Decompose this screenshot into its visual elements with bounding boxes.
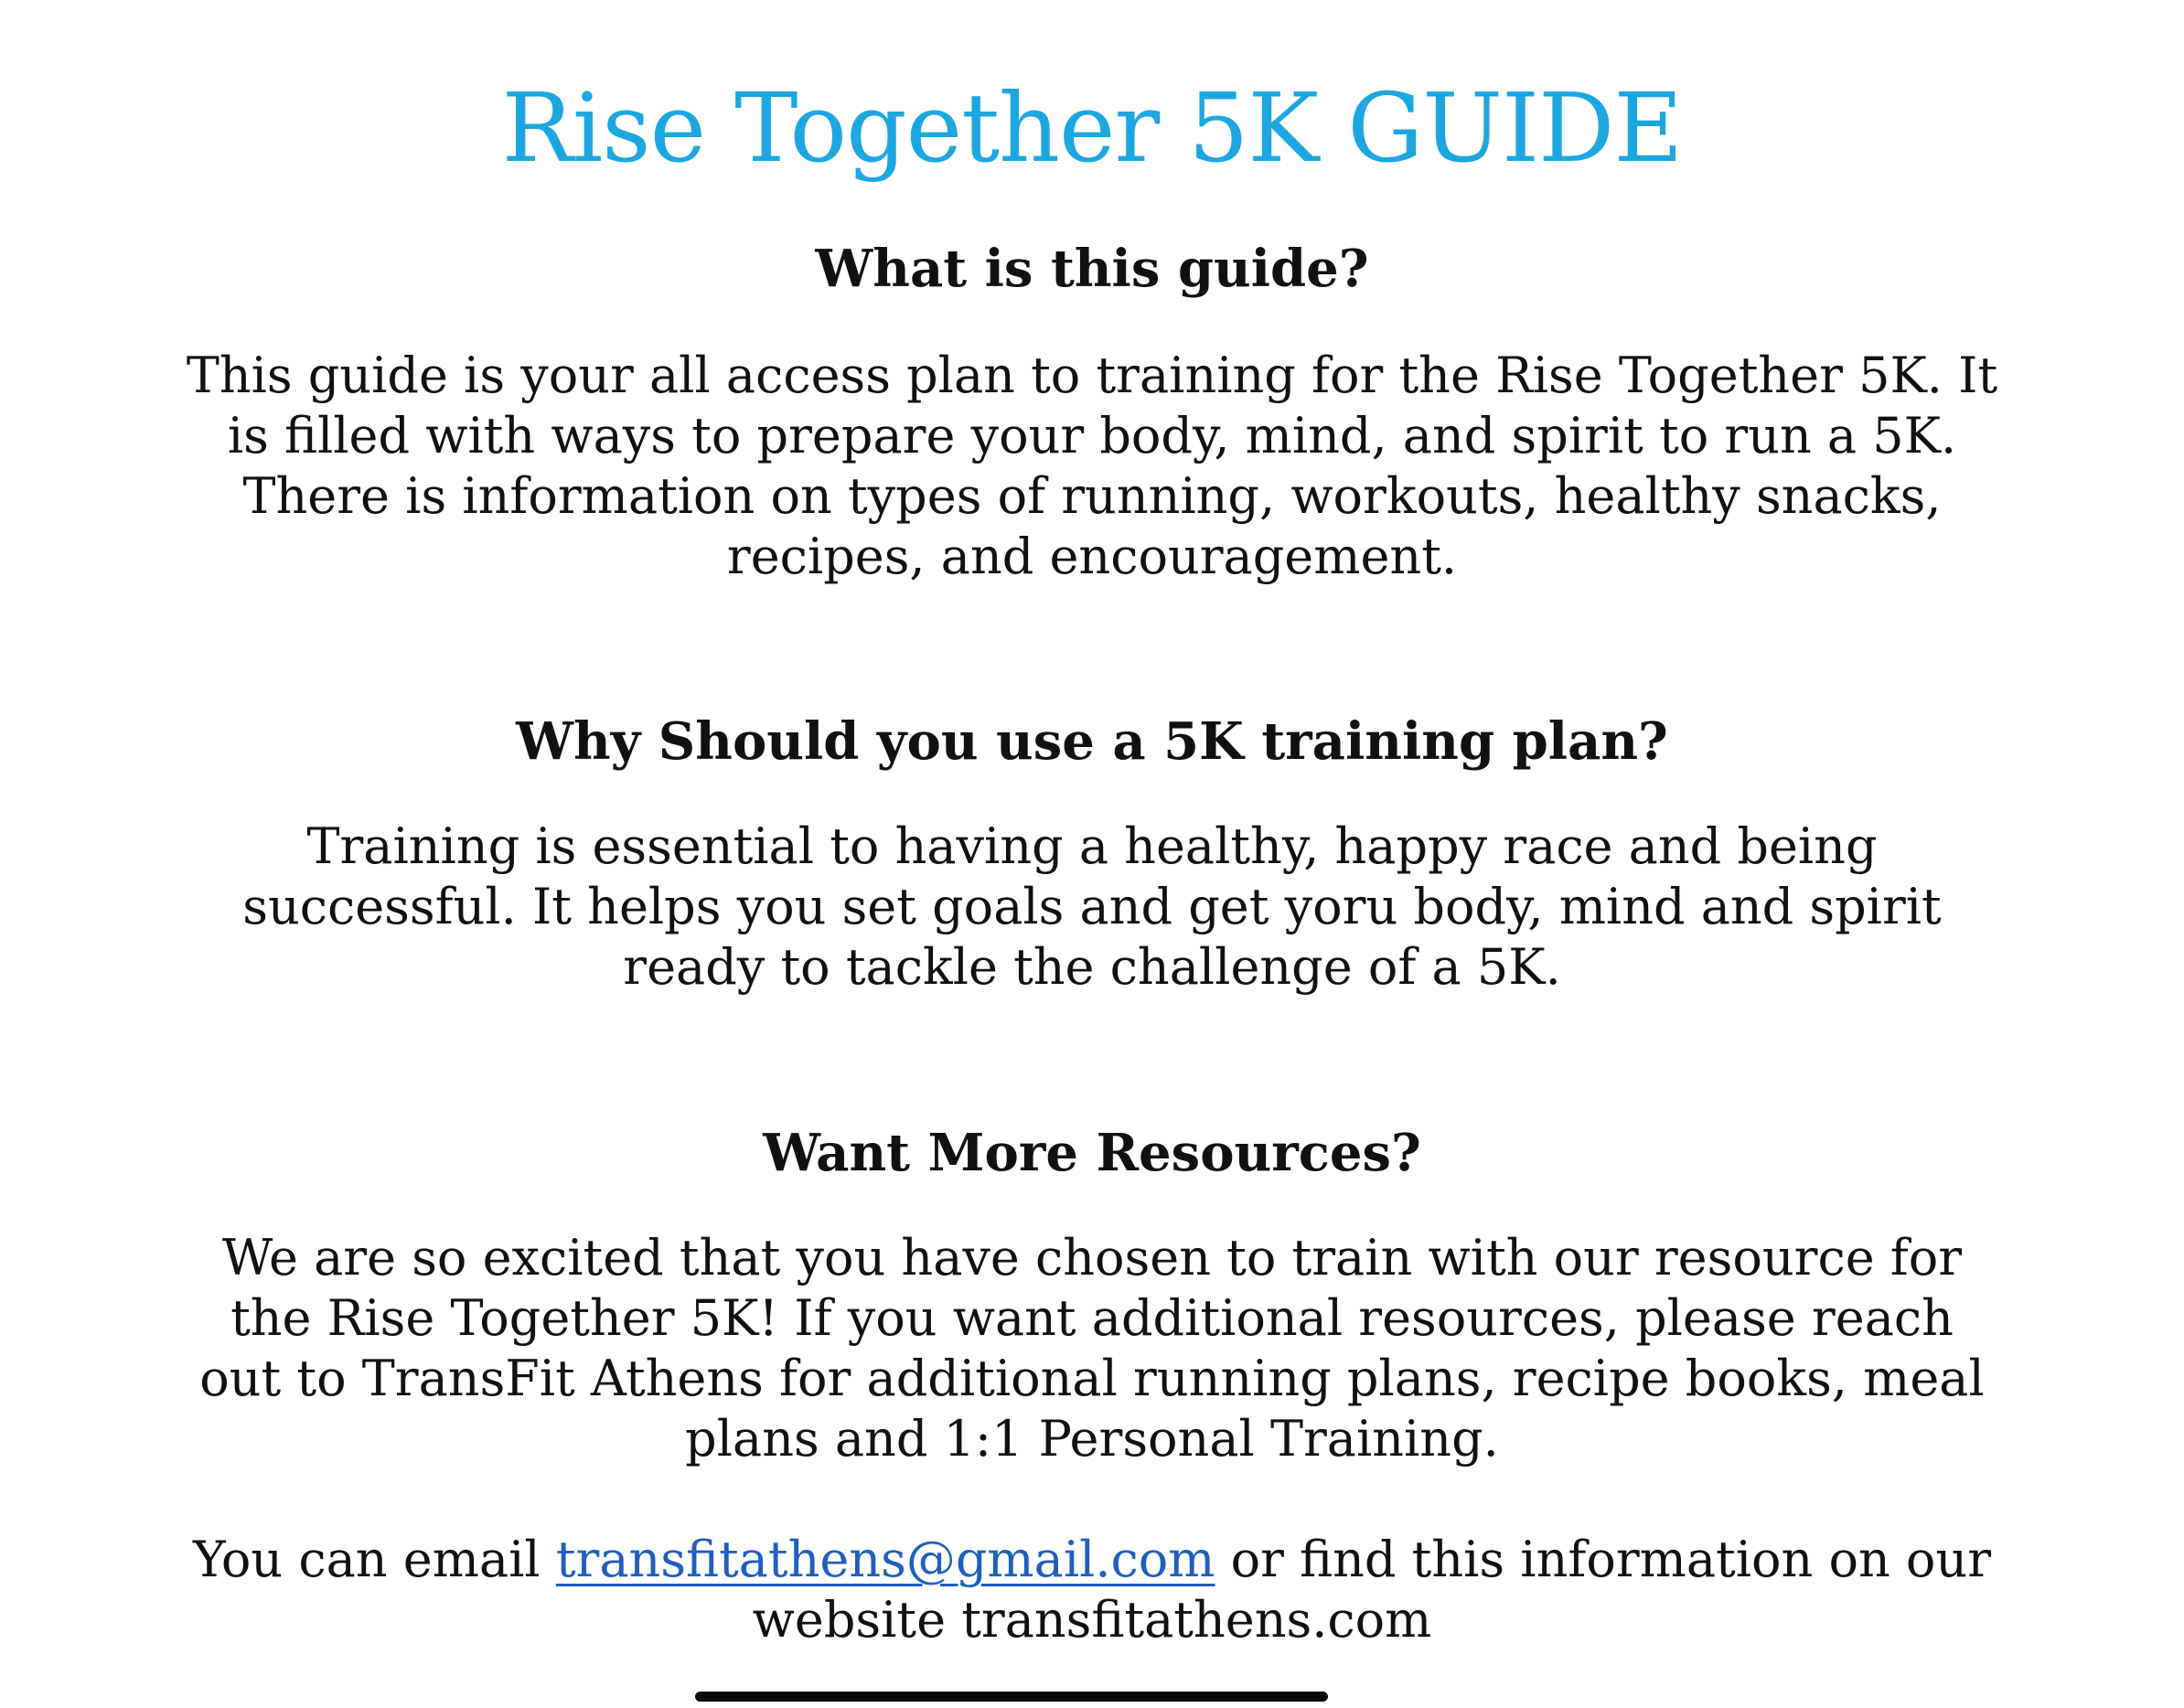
section-body-more-resources: We are so excited that you have chosen to train with our resource for the Rise Together 5K! If you want additional resources, please reach out to TransFit Athens for additional running plans, recipe books, meal plans and 1:1 Personal Training. (199, 1229, 1985, 1468)
section-body-what-is-guide: This guide is your all access plan to training for the Rise Together 5K. It is filled with ways to prepare your body, mind, and spirit to run a 5K. There is information on types of running, workouts, healthy snacks, recipes, and encouragement. (186, 347, 1998, 585)
section-heading-what-is-guide: What is this guide? (815, 239, 1369, 299)
section-heading-why-training-plan: Why Should you use a 5K training plan? (516, 711, 1668, 772)
contact-prefix-text: You can email (192, 1531, 556, 1588)
document-title: Rise Together 5K GUIDE (501, 72, 1683, 184)
section-body-why-training-plan: Training is essential to having a healthy, happy race and being successful. It helps you set goals and get yoru body, mind and spirit ready to tackle the challenge of a 5K. (242, 817, 1942, 996)
home-indicator-bar[interactable] (695, 1692, 1328, 1702)
contact-paragraph (183, 1530, 2001, 1650)
contact-suffix-text: or find this information on our website transfitathens.com (752, 1531, 1992, 1649)
section-heading-more-resources: Want More Resources? (763, 1123, 1421, 1183)
email-link[interactable]: transfitathens@gmail.com (555, 1531, 1215, 1588)
